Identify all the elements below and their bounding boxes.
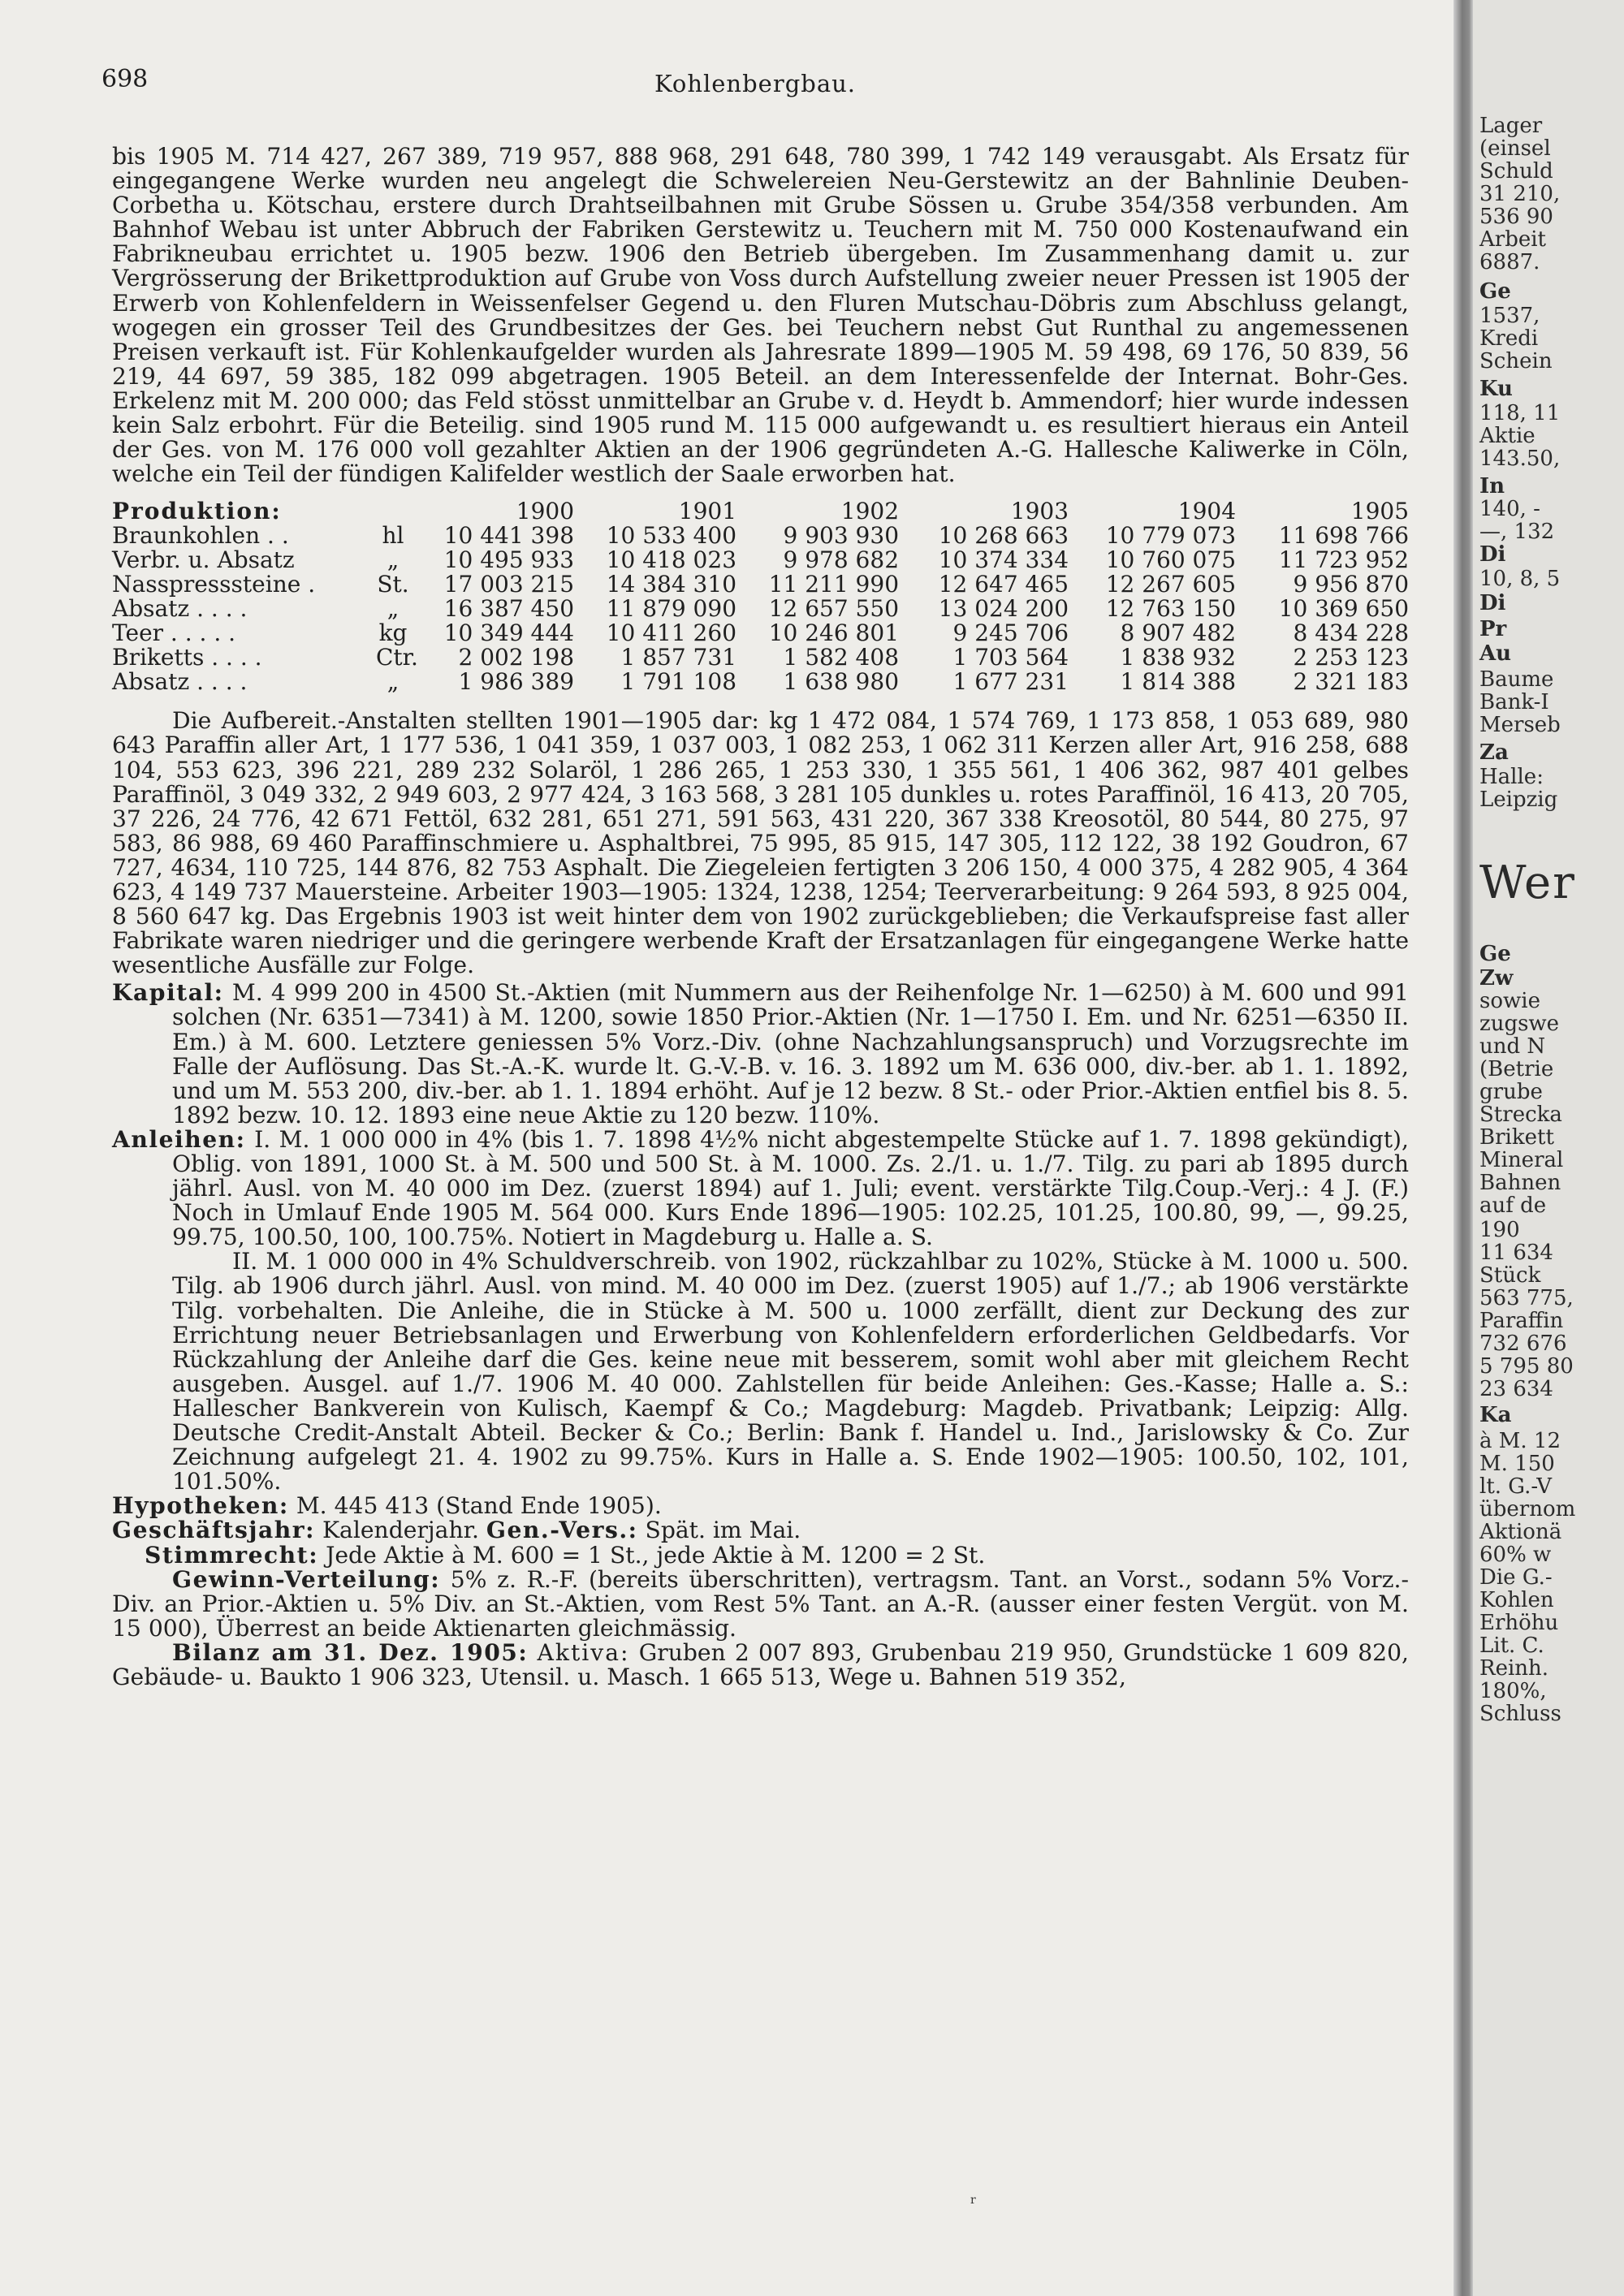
facing-page-line: 190	[1479, 1218, 1520, 1242]
production-item-name: Verbr. u. Absatz	[112, 546, 295, 574]
facing-page-line: Za	[1479, 740, 1509, 765]
facing-page-line: sowie	[1479, 989, 1540, 1013]
facing-page-line: 180%,	[1479, 1679, 1547, 1703]
facing-page-line: Schein	[1479, 349, 1553, 373]
facing-page-line: 5 795 80	[1479, 1354, 1574, 1379]
production-value: 13 024 200	[938, 595, 1069, 623]
production-value: 11 879 090	[606, 595, 737, 623]
facing-page-line: 140, -	[1479, 497, 1540, 521]
production-value: 10 349 444	[443, 619, 575, 647]
geschaeftsjahr-section	[112, 1518, 1409, 1543]
production-item-name: Braunkohlen . .	[112, 522, 289, 550]
facing-page-line: 536 90	[1479, 205, 1553, 229]
kapital-section	[112, 981, 1409, 1128]
production-rows	[112, 524, 1409, 694]
gewinn-label: Gewinn-Verteilung:	[172, 1565, 441, 1593]
facing-page-line: auf de	[1479, 1193, 1547, 1218]
facing-page-line: Baume	[1479, 667, 1554, 692]
facing-page-line: 6887.	[1479, 250, 1540, 274]
production-value: 9 978 682	[783, 546, 900, 574]
production-value: 17 003 215	[443, 571, 575, 598]
production-row	[112, 597, 1409, 621]
facing-page-line: Schluss	[1479, 1702, 1561, 1726]
page-number: 698	[102, 65, 149, 93]
production-value: 10 533 400	[606, 522, 737, 550]
production-row	[112, 670, 1409, 694]
facing-page-line: zugswe	[1479, 1012, 1560, 1036]
aufbereitung-paragraph: Die Aufbereit.-Anstalten stellten 1901—1905 dar: kg 1 472 084, 1 574 769, 1 173 858, 1 053 689, 980 643 Paraffin aller Art, 1 177 536, 1 041 359, 1 037 003, 1 082 253, 1 062 311 Kerzen aller Art, 916 258, 688 104, 553 623, 396 221, 289 232 Solaröl, 1 286 265, 1 253 330, 1 355 561, 1 406 362, 987 401 gelbes Paraffinöl, 3 049 332, 2 949 603, 2 977 424, 3 163 568, 3 281 105 dunkles u. rotes Paraffinöl, 16 413, 20 705, 37 226, 24 776, 42 671 Fettöl, 632 281, 651 271, 591 563, 431 220, 367 338 Kreosotöl, 80 544, 80 275, 97 583, 86 988, 69 460 Paraffinschmiere u. Asphaltbrei, 75 995, 85 915, 147 305, 112 122, 38 192 Goudron, 67 727, 4634, 110 725, 144 876, 82 753 Asphalt. Die Ziegeleien fertigten 3 206 150, 4 000 375, 4 282 905, 4 364 623, 4 149 737 Mauersteine. Arbeiter 1903—1905: 1324, 1238, 1254; Teerverarbeitung: 9 264 593, 8 925 004, 8 560 647 kg. Das Ergebnis 1903 ist weit hinter dem von 1902 zurückgeblieben; die Verkaufspreise fast aller Fabrikate waren niedriger und die geringere werbende Kraft der Ersatzanlagen für eingegangene Werke hatte wesentliche Ausfälle zur Folge.	[112, 707, 1409, 979]
facing-page-line: Ku	[1479, 377, 1513, 401]
year-header: 1903	[1010, 498, 1069, 525]
facing-page-line: 10, 8, 5	[1479, 567, 1561, 591]
production-row	[112, 524, 1409, 548]
gen-vers-text: Spät. im Mai.	[645, 1517, 801, 1544]
production-unit: „	[387, 595, 400, 623]
year-header: 1904	[1177, 498, 1237, 525]
facing-page-line: Lit. C.	[1479, 1634, 1544, 1658]
anleihen-text-2: II. M. 1 000 000 in 4% Schuldverschreib. von 1902, rückzahlbar zu 102%, Stücke à M. 1000 u. 500. Tilg. ab 1906 durch jährl. Ausl. von mind. M. 40 000 im Dez. (zuerst 1905) auf 1./7.; ab 1906 verstärkte Tilg. vorbehalten. Die Anleihe, die in Stücke à M. 500 u. 1000 zerfällt, dient zur Deckung des zur Errichtung neuer Betriebsanlagen und Erwerbung von Kohlenfeldern erforderlichen Geldbedarfs. Vor Rückzahlung der Anleihe darf die Ges. keine neue mit besserem, somit wohl aber mit gleichem Recht ausgeben. Ausgel. auf 1./7. 1906 M. 40 000. Zahlstellen für beide Anleihen: Ges.-Kasse; Halle a. S.: Hallescher Bankverein von Kulisch, Kaempf & Co.; Magdeburg: Magdeb. Privatbank; Leipzig: Allg. Deutsche Credit-Anstalt Abteil. Becker & Co.; Berlin: Bank f. Handel u. Ind., Jarislowsky & Co. Zur Zeichnung aufgelegt 21. 4. 1902 zu 99.75%. Kurs in Halle a. S. Ende 1902—1905: 100.50, 102, 101, 101.50%.	[172, 1248, 1409, 1495]
production-value: 1 857 731	[620, 644, 737, 671]
production-unit: kg	[378, 619, 408, 647]
facing-page-line: Kohlen	[1479, 1588, 1554, 1612]
facing-page-line: Wer	[1479, 857, 1576, 909]
production-table	[112, 499, 1409, 694]
hypotheken-section	[112, 1494, 1409, 1518]
production-value: 2 321 183	[1293, 668, 1410, 696]
production-value: 8 434 228	[1293, 619, 1410, 647]
facing-page-line: Lager	[1479, 114, 1543, 138]
page-body	[112, 145, 1409, 1690]
facing-page-line: 1537,	[1479, 304, 1540, 328]
facing-page-line: 60% w	[1479, 1543, 1552, 1567]
facing-page-line: 23 634	[1479, 1377, 1553, 1401]
kapital-text: M. 4 999 200 in 4500 St.-Aktien (mit Nummern aus der Reihenfolge Nr. 1—6250) à M. 600 und 991 solchen (Nr. 6351—7341) à M. 1200, sowie 1850 Prior.-Aktien (Nr. 1—1750 I. Em. und Nr. 6251—6350 II. Em.) à M. 600. Letztere geniessen 5% Vorz.-Div. (ohne Nachzahlungsanspruch) und Vorzugsrechte im Falle der Auflösung. Das St.-A.-K. wurde lt. G.-V.-B. v. 16. 3. 1892 um M. 636 000, div.-ber. ab 1. 1. 1892, und um M. 553 200, div.-ber. ab 1. 1. 1894 erhöht. Auf je 12 bezw. 8 St.- oder Prior.-Aktien entfiel bis 8. 5. 1892 bezw. 10. 12. 1893 eine neue Aktie zu 120 bezw. 110%.	[172, 979, 1409, 1129]
facing-page-line: Brikett	[1479, 1125, 1554, 1150]
production-value: 1 791 108	[620, 668, 737, 696]
production-value: 10 246 801	[768, 619, 900, 647]
production-value: 1 582 408	[783, 644, 900, 671]
facing-page-line: 31 210,	[1479, 182, 1561, 206]
facing-page-line: Paraffin	[1479, 1309, 1564, 1333]
facing-page-line: Pr	[1479, 617, 1507, 641]
facing-page-line: Die G.-	[1479, 1565, 1553, 1590]
facing-page-line: 732 676	[1479, 1331, 1567, 1356]
gewinn-text: 5% z. R.-F. (bereits überschritten), vertragsm. Tant. an Vorst., sodann 5% Vorz.-Div. an Prior.-Aktien u. 5% Div. an St.-Aktien, vom Rest 5% Tant. an A.-R. (ausser einer festen Vergüt. von M. 15 000), Überrest an beide Aktienarten gleichmässig.	[112, 1565, 1409, 1642]
production-value: 10 760 075	[1105, 546, 1237, 574]
production-unit: St.	[377, 571, 409, 598]
facing-page-line: Kredi	[1479, 326, 1539, 351]
production-value: 1 838 932	[1120, 644, 1237, 671]
production-value: 1 814 388	[1120, 668, 1237, 696]
anleihen-section	[112, 1125, 1409, 1251]
anleihen-section-2	[112, 1249, 1409, 1494]
geschaeftsjahr-text: Kalenderjahr.	[322, 1517, 479, 1544]
production-value: 10 268 663	[938, 522, 1069, 550]
facing-page-line: Reinh.	[1479, 1656, 1549, 1681]
running-title: Kohlenbergbau.	[654, 70, 857, 97]
footer-mark: r	[970, 2194, 976, 2207]
facing-page-line: Schuld	[1479, 159, 1553, 183]
stimmrecht-label: Stimmrecht:	[145, 1541, 319, 1569]
bilanz-text: Gruben 2 007 893, Grubenbau 219 950, Grundstücke 1 609 820, Gebäude- u. Baukto 1 906 323, Utensil. u. Masch. 1 665 513, Wege u. Bahnen 519 352,	[112, 1638, 1409, 1690]
production-value: 9 245 706	[952, 619, 1069, 647]
gen-vers-label: Gen.-Vers.:	[486, 1517, 638, 1544]
production-row	[112, 645, 1409, 670]
facing-page-line: Ge	[1479, 942, 1511, 966]
stimmrecht-section	[112, 1543, 1409, 1568]
production-value: 10 495 933	[443, 546, 575, 574]
page-header	[102, 65, 1409, 106]
year-header: 1900	[516, 498, 575, 525]
bilanz-section	[112, 1638, 1409, 1690]
production-value: 1 986 389	[458, 668, 575, 696]
production-unit: „	[387, 668, 400, 696]
facing-page-line: 143.50,	[1479, 447, 1561, 471]
production-row	[112, 572, 1409, 597]
production-value: 10 369 650	[1278, 595, 1410, 623]
facing-page-line: Leipzig	[1479, 788, 1558, 812]
facing-page-line: M. 150	[1479, 1452, 1555, 1476]
production-value: 1 677 231	[952, 668, 1069, 696]
kapital-label: Kapital:	[112, 979, 224, 1007]
facing-page-line: übernom	[1479, 1497, 1576, 1521]
production-label: Produktion:	[112, 498, 282, 525]
facing-page-line: Mineral	[1479, 1148, 1564, 1172]
production-value: 10 441 398	[443, 522, 575, 550]
facing-page-line: grube	[1479, 1080, 1543, 1104]
facing-page-line: Merseb	[1479, 713, 1561, 737]
facing-page-line: Bahnen	[1479, 1171, 1561, 1195]
facing-page-line: Ge	[1479, 279, 1511, 304]
facing-page-line: Aktie	[1479, 424, 1535, 448]
anleihen-label: Anleihen:	[112, 1125, 246, 1153]
production-value: 8 907 482	[1120, 619, 1237, 647]
production-value: 16 387 450	[443, 595, 575, 623]
production-unit: hl	[382, 522, 404, 550]
production-value: 9 956 870	[1293, 571, 1410, 598]
facing-page-line: Arbeit	[1479, 227, 1546, 252]
facing-page-line: Erhöhu	[1479, 1611, 1559, 1635]
geschaeftsjahr-label: Geschäftsjahr:	[112, 1517, 316, 1544]
production-item-name: Absatz . . . .	[112, 595, 248, 623]
year-header: 1901	[678, 498, 737, 525]
facing-page-line: Di	[1479, 542, 1506, 567]
facing-page-line: Strecka	[1479, 1103, 1562, 1127]
production-value: 2 002 198	[458, 644, 575, 671]
production-value: 12 657 550	[768, 595, 900, 623]
year-header: 1902	[840, 498, 900, 525]
production-value: 9 903 930	[783, 522, 900, 550]
facing-page-line: Bank-I	[1479, 690, 1549, 714]
anleihen-text-1: I. M. 1 000 000 in 4% (bis 1. 7. 1898 4½% nicht abgestempelte Stücke auf 1. 7. 1898 gekündigt), Oblig. von 1891, 1000 St. à M. 500 und 500 St. à M. 1000. Zs. 2./1. u. 1./7. Tilg. zu pari ab 1895 durch jährl. Ausl. von M. 40 000 im Dez. (zuerst 1894) auf 1. Juli; event. verstärkte Tilg.Coup.-Verj.: 4 J. (F.) Noch in Umlauf Ende 1905 M. 564 000. Kurs Ende 1896—1905: 102.25, 101.25, 100.80, 99, —, 99.25, 99.75, 100.50, 100, 100.75%. Notiert in Magdeburg u. Halle a. S.	[172, 1125, 1409, 1251]
facing-page-line: Ka	[1479, 1403, 1512, 1427]
gewinn-section	[112, 1565, 1409, 1642]
year-header: 1905	[1350, 498, 1410, 525]
production-item-name: Teer . . . . .	[112, 619, 236, 647]
production-value: 1 638 980	[783, 668, 900, 696]
production-value: 12 647 465	[938, 571, 1069, 598]
production-unit: Ctr.	[376, 644, 418, 671]
facing-page-fragment	[1473, 0, 1624, 2296]
facing-page-line: Au	[1479, 641, 1512, 666]
hypotheken-label: Hypotheken:	[112, 1492, 289, 1520]
production-value: 10 374 334	[938, 546, 1069, 574]
facing-page-line: (Betrie	[1479, 1057, 1554, 1081]
facing-page-line: Halle:	[1479, 765, 1544, 789]
production-item-name: Absatz . . . .	[112, 668, 248, 696]
facing-page-line: —, 132	[1479, 520, 1555, 544]
production-value: 12 763 150	[1105, 595, 1237, 623]
production-value: 10 779 073	[1105, 522, 1237, 550]
production-header-row	[112, 499, 1409, 524]
production-value: 10 411 260	[606, 619, 737, 647]
production-value: 12 267 605	[1105, 571, 1237, 598]
facing-page-line: In	[1479, 474, 1505, 498]
facing-page-line: à M. 12	[1479, 1429, 1561, 1453]
production-row	[112, 621, 1409, 645]
bilanz-label: Bilanz am 31. Dez. 1905:	[172, 1638, 529, 1666]
production-row	[112, 548, 1409, 572]
facing-page-line: 118, 11	[1479, 401, 1561, 425]
facing-page-line: 11 634	[1479, 1241, 1553, 1265]
production-value: 11 698 766	[1278, 522, 1410, 550]
production-item-name: Briketts . . . .	[112, 644, 262, 671]
production-value: 2 253 123	[1293, 644, 1410, 671]
production-value: 1 703 564	[952, 644, 1069, 671]
facing-page-line: Di	[1479, 591, 1506, 615]
facing-page-line: (einsel	[1479, 136, 1551, 161]
production-value: 10 418 023	[606, 546, 737, 574]
intro-paragraph: bis 1905 M. 714 427, 267 389, 719 957, 888 968, 291 648, 780 399, 1 742 149 verausgabt. Als Ersatz für eingegangene Werke wurden neu angelegt die Schwelereien Neu-Gerstewitz an der Bahnlinie Deuben-Corbetha u. Kötschau, erstere durch Drahtseilbahnen mit Grube Sössen u. Grube 354/358 verbunden. Am Bahnhof Webau ist unter Abbruch der Fabriken Gerstewitz u. Teuchern mit M. 750 000 Kostenaufwand ein Fabrikneubau errichtet u. 1905 bezw. 1906 den Betrieb übergeben. Im Zusammenhang damit u. zur Vergrösserung der Brikettproduktion auf Grube von Voss durch Aufstellung zweier neuer Pressen ist 1905 der Erwerb von Kohlenfeldern in Weissenfelser Gegend u. den Fluren Mutschau-Döbris zum Abschluss gelangt, wogegen ein grosser Teil des Grundbesitzes der Ges. bei Teuchern nebst Gut Runthal zu angemessenen Preisen verkauft ist. Für Kohlenkaufgelder wurden als Jahresrate 1899—1905 M. 59 498, 69 176, 50 839, 56 219, 44 697, 59 385, 182 099 abgetragen. 1905 Beteil. an dem Interessenfelde der Internat. Bohr-Ges. Erkelenz mit M. 200 000; das Feld stösst unmittelbar an Grube v. d. Heydt b. Ammendorf; hier wurde indessen kein Salz erbohrt. Für die Beteilig. sind 1905 rund M. 115 000 aufgewandt u. es resultiert hieraus ein Anteil der Ges. von M. 176 000 voll gezahlter Aktien an der 1906 gegründeten A.-G. Hallesche Kaliwerke in Cöln, welche ein Teil der fündigen Kalifelder westlich der Saale erworben hat.	[112, 143, 1409, 488]
production-unit: „	[387, 546, 400, 574]
production-value: 11 723 952	[1278, 546, 1410, 574]
facing-page-line: 563 775,	[1479, 1286, 1574, 1310]
stimmrecht-text: Jede Aktie à M. 600 = 1 St., jede Aktie à M. 1200 = 2 St.	[326, 1541, 986, 1569]
facing-page-line: Zw	[1479, 966, 1514, 990]
hypotheken-text: M. 445 413 (Stand Ende 1905).	[296, 1492, 662, 1520]
production-value: 11 211 990	[768, 571, 900, 598]
production-value: 14 384 310	[606, 571, 737, 598]
facing-page-line: und N	[1479, 1034, 1546, 1059]
facing-page-line: Stück	[1479, 1263, 1541, 1288]
facing-page-line: Aktionä	[1479, 1520, 1562, 1544]
book-gutter	[1453, 0, 1473, 2296]
aktiva-label: Aktiva:	[537, 1638, 630, 1666]
production-item-name: Nasspresssteine .	[112, 571, 316, 598]
facing-page-line: lt. G.-V	[1479, 1474, 1553, 1499]
